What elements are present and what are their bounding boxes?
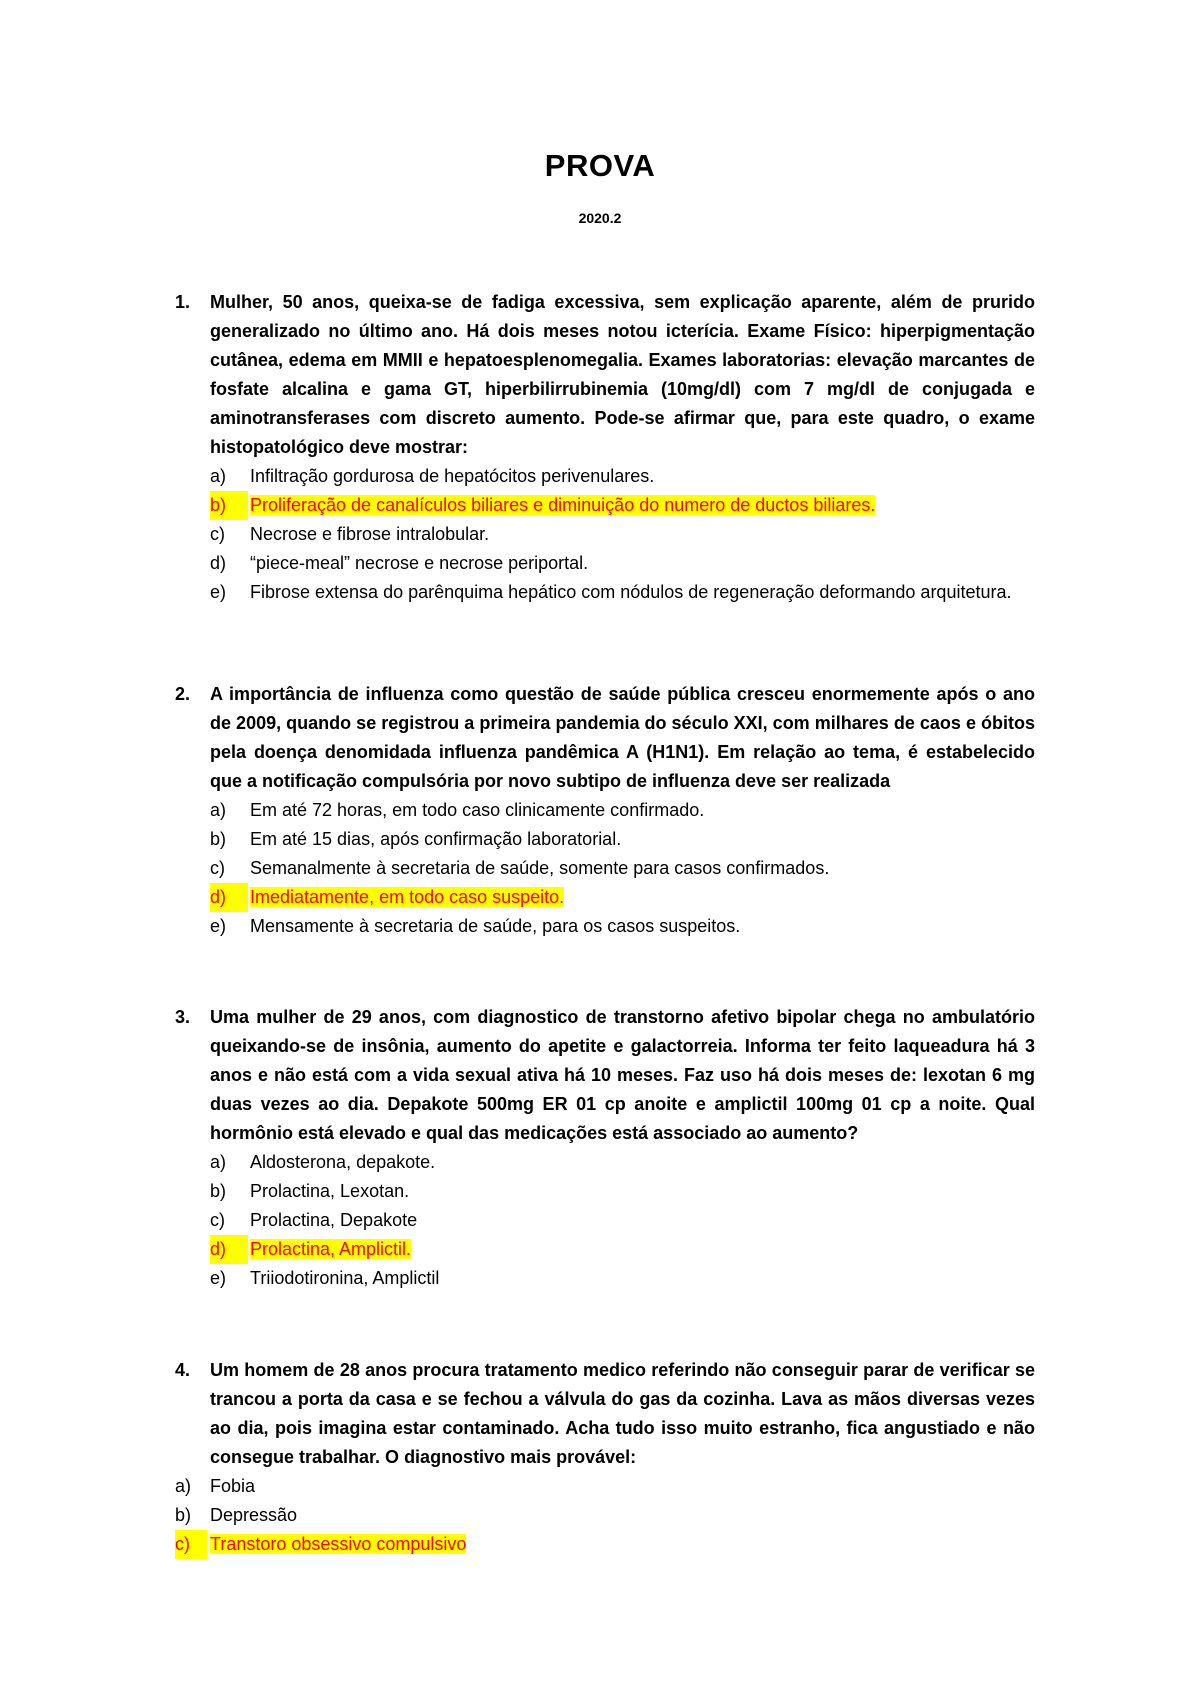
question-text: Um homem de 28 anos procura tratamento medico referindo não conseguir parar de verificar se trancou a porta da casa e se fechou a válvula do gas da cozinha. Lava as mãos diversas vezes ao dia, pois imagina estar contaminado. Acha tudo isso muito estranho, fica angustiado e não consegue trabalhar. O diagnostivo mais provável: <box>210 1360 1035 1467</box>
option-d-highlighted: d) Imediatamente, em todo caso suspeito. <box>210 883 1035 912</box>
question-text: Mulher, 50 anos, queixa-se de fadiga excessiva, sem explicação aparente, além de prurido generalizado no último ano. Há dois meses notou icterícia. Exame Físico: hiperpigmentação cutânea, edema em MMII e hepatoesplenomegalia. Exames laboratorias: elevação marcantes de fosfate alcalina e gama GT, hiperbilirrubinemia (10mg/dl) com 7 mg/dl de conjugada e aminotransferases com discreto aumento. Pode-se afirmar que, para este quadro, o exame histopatológico deve mostrar: <box>210 292 1035 457</box>
option-e: e) Fibrose extensa do parênquima hepático com nódulos de regeneração deformando arquitetura. <box>210 582 1012 602</box>
option-a: a) Infiltração gordurosa de hepatócitos perivenulares. <box>210 466 655 486</box>
question-number: 1. <box>175 292 191 312</box>
option-a: a) Aldosterona, depakote. <box>210 1152 436 1172</box>
option-b: b) Em até 15 dias, após confirmação laboratorial. <box>210 829 622 849</box>
question-4 <box>175 1356 1035 1559</box>
question-number: 2. <box>175 684 191 704</box>
option-list <box>210 462 1035 607</box>
option-e: e) Mensamente à secretaria de saúde, para os casos suspeitos. <box>210 916 741 936</box>
option-b: b) Prolactina, Lexotan. <box>210 1181 410 1201</box>
page-title: PROVA <box>544 148 656 183</box>
option-list <box>210 1148 1035 1293</box>
question-2 <box>175 680 1035 941</box>
option-a: a) Em até 72 horas, em todo caso clinicamente confirmado. <box>210 800 705 820</box>
option-d-highlighted: d) Prolactina, Amplictil. <box>210 1235 1035 1264</box>
option-c: c) Semanalmente à secretaria de saúde, somente para casos confirmados. <box>210 858 830 878</box>
option-c: c) Prolactina, Depakote <box>210 1210 418 1230</box>
option-d: d) “piece-meal” necrose e necrose periportal. <box>210 553 589 573</box>
option-c-highlighted: c) Transtoro obsessivo compulsivo <box>175 1530 1035 1559</box>
option-list <box>175 1472 1035 1559</box>
option-c: c) Necrose e fibrose intralobular. <box>210 524 490 544</box>
question-3 <box>175 1003 1035 1293</box>
question-text: A importância de influenza como questão de saúde pública cresceu enormemente após o ano de 2009, quando se registrou a primeira pandemia do século XXI, com milhares de caos e óbitos pela doença denomidada influenza pandêmica A (H1N1). Em relação ao tema, é estabelecido que a notificação compulsória por novo subtipo de influenza deve ser realizada <box>210 684 1035 791</box>
page-subtitle: 2020.2 <box>578 210 622 226</box>
question-number: 3. <box>175 1007 191 1027</box>
option-list <box>210 796 1035 941</box>
option-b: b) Depressão <box>175 1505 298 1525</box>
option-b-highlighted: b) Proliferação de canalículos biliares e diminuição do numero de ductos biliares. <box>210 491 1035 520</box>
option-a: a) Fobia <box>175 1476 256 1496</box>
question-1 <box>175 288 1035 607</box>
question-text: Uma mulher de 29 anos, com diagnostico de transtorno afetivo bipolar chega no ambulatório queixando-se de insônia, aumento do apetite e galactorreia. Informa ter feito laqueadura há 3 anos e não está com a vida sexual ativa há 10 meses. Faz uso há dois meses de: lexotan 6 mg duas vezes ao dia. Depakote 500mg ER 01 cp anoite e amplictil 100mg 01 cp a noite. Qual hormônio está elevado e qual das medicações está associado ao aumento? <box>210 1007 1035 1143</box>
question-number: 4. <box>175 1360 191 1380</box>
option-e: e) Triiodotironina, Amplictil <box>210 1268 440 1288</box>
